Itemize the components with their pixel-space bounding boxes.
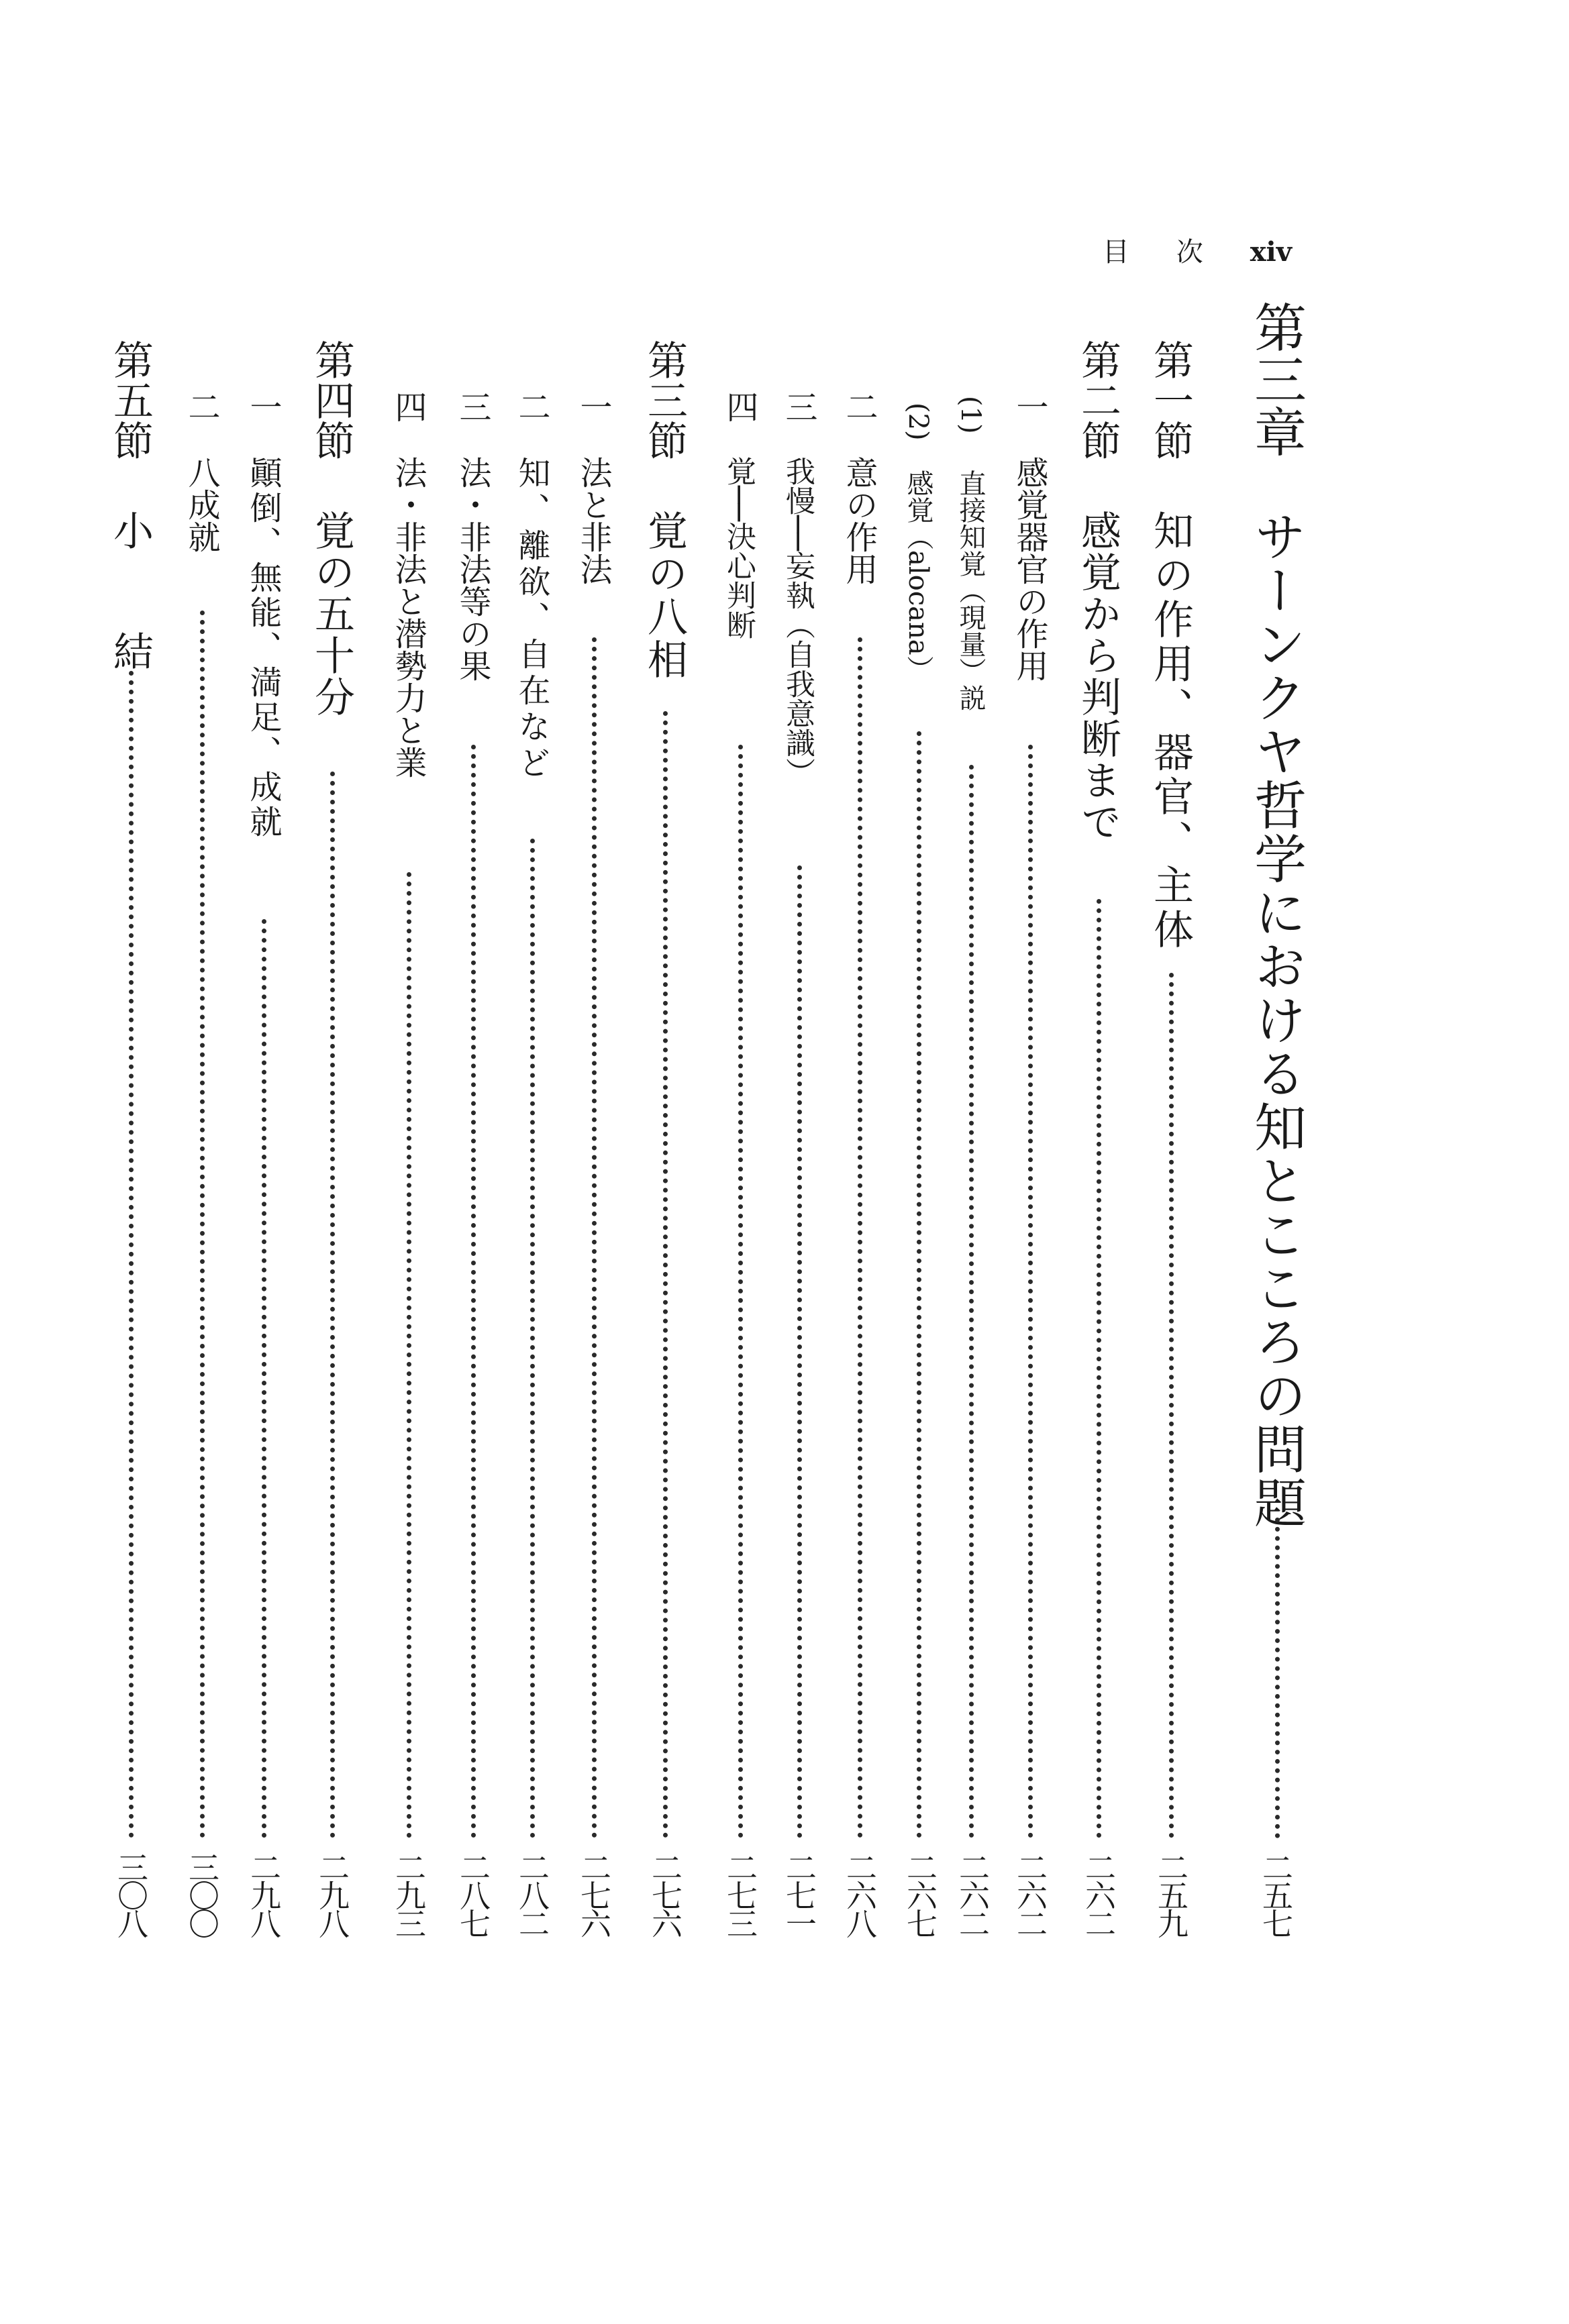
leader-dots	[1097, 899, 1101, 1838]
entry-page-number: 二六二	[1080, 1852, 1117, 1936]
entry-prefix: 二	[183, 390, 220, 423]
running-header	[1103, 231, 1292, 269]
entry-prefix: 第一節	[1147, 339, 1194, 460]
entry-title: 覚の八相	[641, 510, 688, 682]
entry-title: 覚の五十分	[308, 510, 355, 718]
entry-page-number: 二七六	[647, 1852, 683, 1936]
entry-prefix: 一	[244, 390, 282, 423]
leader-dots	[797, 865, 802, 1838]
entry-title: 感覚から判断まで	[1074, 510, 1121, 843]
entry-page-number: 二五九	[1153, 1852, 1189, 1936]
entry-title: 法・非法と潜勢力と業	[389, 456, 427, 778]
entry-prefix: 二	[840, 390, 878, 423]
leader-dots	[330, 772, 335, 1838]
entry-title: 感覚（alocana）	[903, 470, 933, 682]
entry-title: 意の作用	[840, 456, 878, 585]
entry-page-number: 三〇八	[113, 1852, 149, 1936]
entry-title: 知の作用、器官、主体	[1147, 510, 1194, 953]
entry-title: 直接知覚（現量）説	[955, 470, 986, 711]
entry-title: サーンクヤ哲学における知とこころの問題	[1246, 510, 1306, 1530]
entry-prefix: 第三節	[641, 339, 688, 460]
entry-title: 小 結	[107, 510, 154, 691]
entry-title: 顚倒、無能、満足、成就	[244, 456, 282, 840]
leader-dots	[262, 919, 266, 1838]
entry-prefix: 二	[513, 390, 550, 423]
leader-dots	[969, 765, 974, 1838]
leader-dots	[663, 711, 668, 1838]
entry-prefix: 三	[780, 390, 817, 423]
entry-title: 感覚器官の作用	[1011, 456, 1048, 682]
leader-dots	[917, 731, 921, 1838]
entry-page-number: 二六七	[902, 1852, 938, 1936]
leader-dots	[592, 637, 597, 1838]
leader-dots	[1028, 745, 1033, 1838]
leader-dots	[1275, 1518, 1280, 1838]
entry-page-number: 二七一	[781, 1852, 817, 1936]
entry-title: 法・非法等の果	[454, 456, 491, 682]
entry-prefix: 一	[1011, 390, 1048, 423]
entry-title: 知、離欲、自在など	[513, 456, 550, 782]
entry-title: 覚──決心判断	[721, 456, 756, 639]
entry-page-number: 二六二	[954, 1852, 991, 1936]
entry-prefix: (1)	[955, 396, 986, 434]
entry-prefix: 一	[574, 390, 612, 423]
entry-prefix: (2)	[903, 403, 933, 441]
leader-dots	[407, 872, 411, 1838]
entry-page-number: 二九八	[314, 1852, 350, 1936]
entry-page-number: 二九三	[391, 1852, 427, 1936]
entry-page-number: 二七三	[722, 1852, 758, 1936]
leader-dots	[530, 839, 535, 1838]
leader-dots	[738, 745, 743, 1838]
entry-prefix: 三	[454, 390, 491, 423]
entry-page-number: 二七六	[576, 1852, 612, 1936]
entry-page-number: 二六二	[1012, 1852, 1048, 1936]
leader-dots	[471, 745, 476, 1838]
entry-prefix: 第四節	[308, 339, 355, 460]
entry-page-number: 二九八	[246, 1852, 282, 1936]
header-label-mokuji-2: 次	[1176, 237, 1203, 268]
header-page-number: xiv	[1250, 236, 1292, 268]
entry-prefix: 四	[389, 390, 427, 423]
entry-page-number: 二五七	[1258, 1852, 1294, 1936]
header-label-mokuji-1: 目	[1102, 237, 1129, 268]
entry-prefix: 第三章	[1246, 301, 1306, 458]
entry-page-number: 二八二	[514, 1852, 550, 1936]
entry-title: 八成就	[183, 456, 220, 553]
entry-title: 我慢──妄執（自我意識）	[780, 456, 815, 787]
leader-dots	[129, 671, 134, 1838]
entry-prefix: 第五節	[107, 339, 154, 460]
leader-dots	[858, 637, 862, 1838]
leader-dots	[1169, 973, 1174, 1838]
entry-prefix: 第二節	[1074, 339, 1121, 460]
entry-title: 法と非法	[574, 456, 612, 585]
entry-page-number: 二六八	[842, 1852, 878, 1936]
entry-page-number: 二八七	[455, 1852, 491, 1936]
entry-page-number: 三〇〇	[184, 1852, 220, 1936]
leader-dots	[200, 611, 205, 1838]
entry-prefix: 四	[721, 390, 758, 423]
